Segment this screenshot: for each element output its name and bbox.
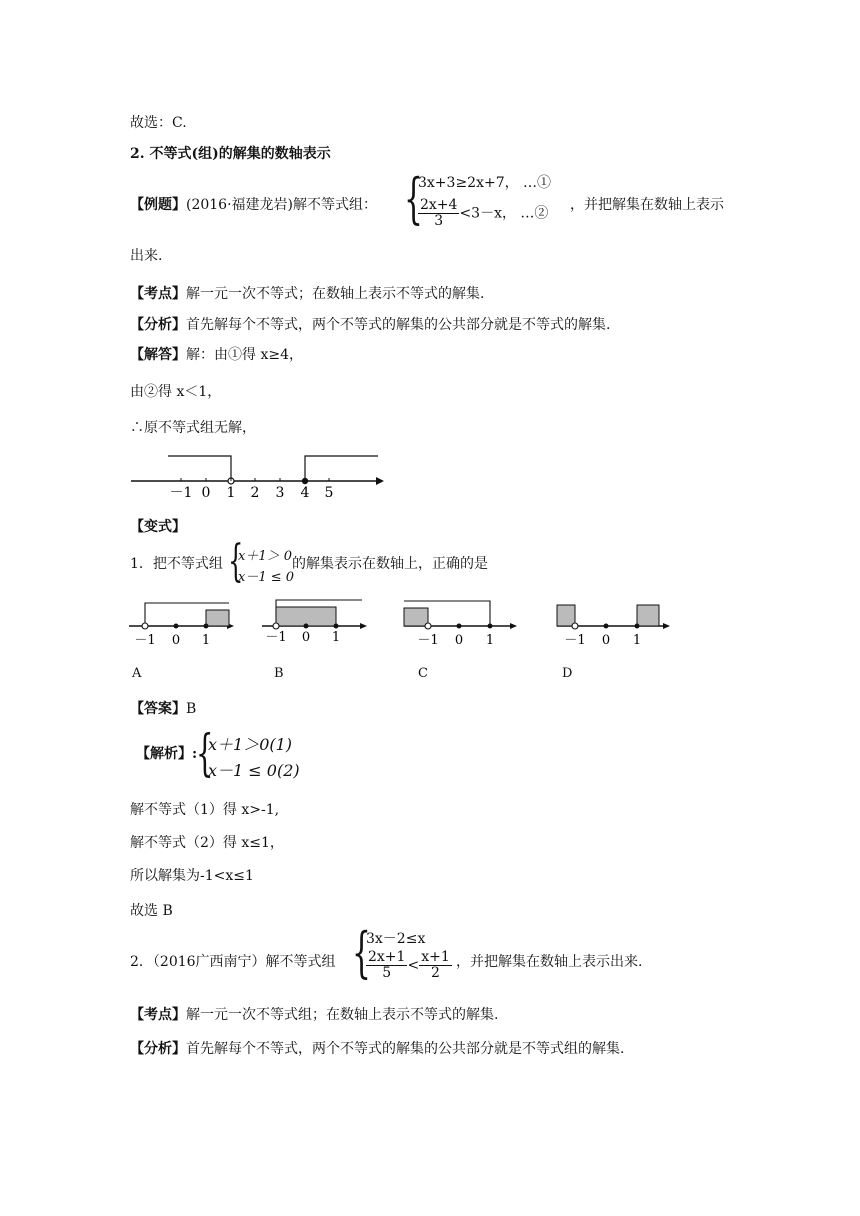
solution-step1: 解不等式（1）得 x>-1, <box>130 802 280 818</box>
shaded-region <box>276 607 336 626</box>
kaodian2-line <box>130 1006 498 1024</box>
shaded-region <box>206 610 229 626</box>
q1-prefix: 1．把不等式组 <box>130 556 223 572</box>
shaded-region-left <box>557 605 575 626</box>
answer-line <box>130 700 196 718</box>
example-label: 【例题】 <box>130 197 186 213</box>
tick-label: 3 <box>275 485 285 501</box>
fenxi-label: 【分析】 <box>130 317 186 333</box>
tick-label: 1 <box>201 633 211 648</box>
jieda-line3: ∴原不等式组无解， <box>130 420 256 436</box>
tick-label: －1 <box>134 633 156 648</box>
tick-label: 0 <box>171 633 181 648</box>
option-c-label: C <box>418 666 428 681</box>
jieda-label: 【解答】 <box>130 347 186 363</box>
brace-icon: { <box>196 724 214 782</box>
q2-fraction-left <box>366 950 407 981</box>
tick-label: 0 <box>301 630 311 645</box>
conclusion-line: 故选：C. <box>130 115 187 131</box>
fenxi2-label: 【分析】 <box>130 1041 186 1057</box>
tick-label: －1 <box>169 485 193 501</box>
example-line <box>130 196 377 214</box>
fenxi-line <box>130 316 610 334</box>
jieda-line2: 由②得 x＜1， <box>130 384 222 400</box>
q2-prefix: 2．（2016广西南宁）解不等式组 <box>130 954 336 970</box>
tick-label: 5 <box>324 485 334 501</box>
q2-fraction-right <box>419 950 452 981</box>
example-source: (2016·福建龙岩)解不等式组： <box>186 197 378 213</box>
option-b-number-line <box>258 595 368 645</box>
option-a-number-line <box>125 598 235 648</box>
q2-eq2 <box>366 950 452 981</box>
jieda-line <box>130 346 303 364</box>
jiexi-eq2: x－1 ≤ 0(2) <box>208 761 300 780</box>
example-eq2-fraction <box>418 198 459 229</box>
tick-label: 2 <box>250 485 260 501</box>
kaodian-label: 【考点】 <box>130 286 186 302</box>
solution-step4: 故选 B <box>130 903 173 919</box>
axis-arrow-icon <box>376 477 384 485</box>
fraction-numerator: x+1 <box>421 949 450 965</box>
fraction-numerator: 2x+4 <box>420 197 458 213</box>
kaodian2-label: 【考点】 <box>130 1007 186 1023</box>
tick-label: 1 <box>632 633 642 648</box>
jiexi-eq1: x＋1＞0(1) <box>208 735 293 754</box>
bianshi-heading: 【变式】 <box>130 519 186 535</box>
q1-eq2: x－1 ≤ 0 <box>238 570 295 585</box>
option-c-number-line <box>400 596 518 648</box>
fenxi2-line <box>130 1040 624 1058</box>
tick-label: －1 <box>564 633 586 648</box>
example-inequality-system <box>404 168 574 240</box>
q2-inequality-system <box>352 921 462 990</box>
tick-label: 1 <box>226 485 236 501</box>
tick-label: －1 <box>417 633 439 648</box>
example-eq1: 3x+3≥2x+7， …① <box>418 175 552 191</box>
solution-step3: 所以解集为-1<x≤1 <box>130 868 254 884</box>
tick-label: 4 <box>300 485 310 501</box>
tick-label: 1 <box>485 633 495 648</box>
fenxi-text: 首先解每个不等式，两个不等式的解集的公共部分就是不等式的解集. <box>186 317 611 333</box>
tick-label: 0 <box>454 633 464 648</box>
brace-icon: { <box>404 167 423 230</box>
example-eq2-rest: <3－x， …② <box>459 205 549 222</box>
option-d-label: D <box>562 666 573 681</box>
example-eq2 <box>418 198 548 229</box>
tick-label: －1 <box>265 630 287 645</box>
option-a-label: A <box>132 666 142 681</box>
fraction-denominator: 3 <box>434 213 444 229</box>
answer-text: B <box>186 701 197 717</box>
kaodian2-text: 解一元一次不等式组；在数轴上表示不等式的解集. <box>186 1007 499 1023</box>
jiexi-inequality-system <box>196 724 306 784</box>
example-tail: ，并把解集在数轴上表示 <box>570 197 724 213</box>
tick-label: 0 <box>201 485 211 501</box>
example-number-line <box>128 450 384 502</box>
fenxi2-text: 首先解每个不等式，两个不等式的解集的公共部分就是不等式组的解集. <box>186 1041 625 1057</box>
axis-arrow-icon <box>360 623 367 629</box>
answer-label: 【答案】 <box>130 701 186 717</box>
q2-eq1: 3x－2≤x <box>366 931 426 947</box>
fraction-denominator: 2 <box>431 965 440 981</box>
q1-eq1: x＋1＞ 0 <box>238 549 293 564</box>
brace-icon: { <box>352 921 371 984</box>
axis-arrow-icon <box>510 623 517 629</box>
solution-step2: 解不等式（2）得 x≤1， <box>130 835 284 851</box>
q2-suffix: ，并把解集在数轴上表示出来. <box>456 954 643 970</box>
brace-icon: { <box>228 536 244 587</box>
q1-inequality-system <box>228 536 298 588</box>
axis-arrow-icon <box>663 623 670 629</box>
kaodian-text: 解一元一次不等式；在数轴上表示不等式的解集. <box>186 286 485 302</box>
section-heading: 2. 不等式(组)的解集的数轴表示 <box>130 146 331 162</box>
kaodian-line <box>130 285 484 303</box>
jiexi-label: 【解析】: <box>136 746 198 762</box>
ray-less-than-1 <box>168 456 231 481</box>
shaded-region <box>404 608 428 626</box>
shaded-region-right <box>637 605 659 626</box>
q2-operator: < <box>407 957 420 974</box>
q1-suffix: 的解集表示在数轴上，正确的是 <box>292 556 488 572</box>
fraction-numerator: 2x+1 <box>368 949 406 965</box>
tick-label: 0 <box>601 633 611 648</box>
option-d-number-line <box>553 598 671 648</box>
ray-ge-4 <box>305 456 378 481</box>
tick-label: 1 <box>331 630 341 645</box>
jieda-text: 解：由①得 x≥4， <box>186 347 303 363</box>
option-b-label: B <box>274 666 284 681</box>
example-tail2: 出来. <box>130 248 163 264</box>
fraction-denominator: 5 <box>382 965 392 981</box>
